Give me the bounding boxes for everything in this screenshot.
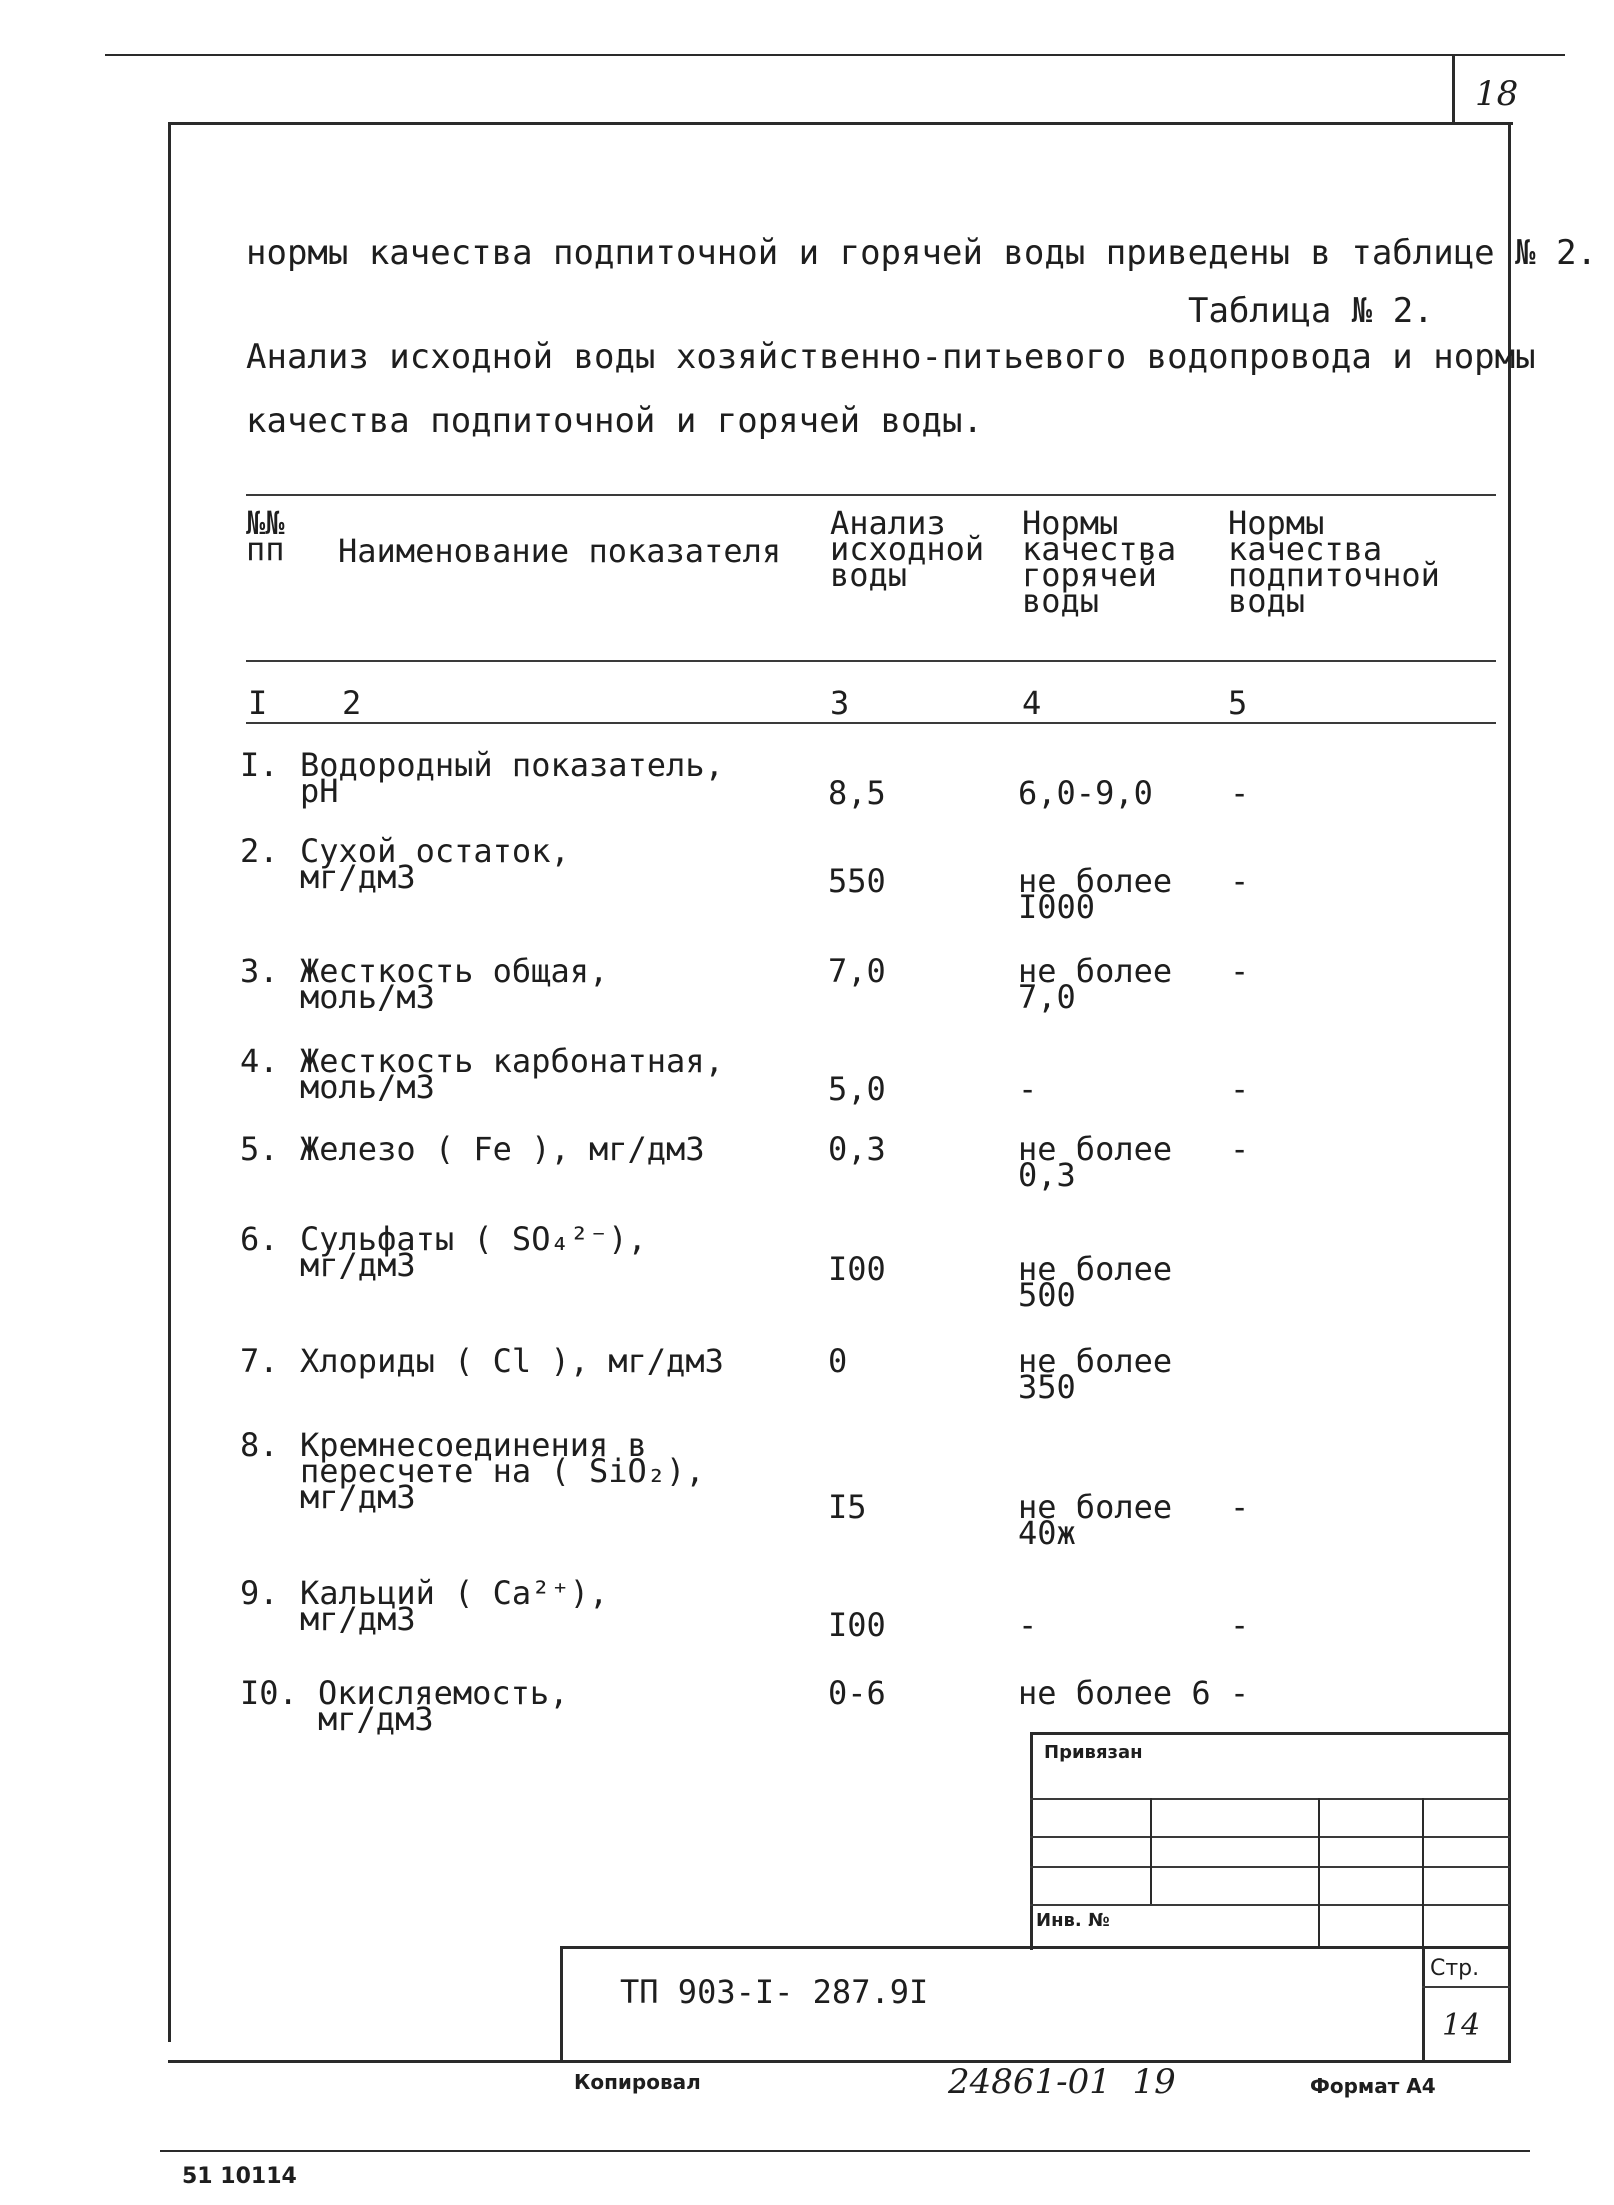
corner-box-left (1452, 54, 1455, 124)
row-hot: не более 40ж (1018, 1488, 1173, 1552)
frame-bottom (168, 2060, 1511, 2063)
stamp-grid-top (1030, 1732, 1510, 1735)
title-block-left (560, 1946, 563, 2062)
title-block-page-rule (1422, 1986, 1510, 1988)
title-block-top (560, 1946, 1510, 1949)
col-number-5: 5 (1228, 684, 1248, 722)
col-number-4: 4 (1022, 684, 1042, 722)
copied-label: Копировал (574, 2070, 701, 2094)
stamp-grid-row (1030, 1904, 1510, 1906)
stamp-grid-col (1422, 1798, 1424, 1948)
row-hot: не более 0,3 (1018, 1130, 1173, 1194)
row-num: I0. (240, 1674, 298, 1712)
stamp-grid-row (1030, 1836, 1510, 1838)
row-analysis: 7,0 (828, 952, 886, 990)
row-num: 9. (240, 1574, 279, 1612)
header-makeup: Нормы качества подпиточной воды (1228, 504, 1440, 620)
frame-right (1508, 122, 1511, 2062)
stamp-grid-col (1318, 1798, 1320, 1948)
page-number: 14 (1442, 2008, 1481, 2043)
table-header-top-rule (246, 494, 1496, 496)
column-number-rule (246, 722, 1496, 724)
stamp-grid-row (1030, 1798, 1510, 1800)
row-hot: не более 500 (1018, 1250, 1173, 1314)
row-makeup: - (1230, 1130, 1250, 1168)
row-num: 4. (240, 1042, 279, 1080)
row-name: Кремнесоединения в пересчете на ( SiO₂), мг/дм3 (300, 1426, 705, 1516)
row-name: Жесткость карбонатная, моль/м3 (300, 1042, 724, 1106)
row-analysis: 0-6 (828, 1674, 886, 1712)
title-block-page-divider (1422, 1946, 1425, 2062)
col-number-1: I (248, 684, 268, 722)
row-num: 5. (240, 1130, 279, 1168)
row-analysis: 0 (828, 1342, 848, 1380)
table-header-bottom-rule (246, 660, 1496, 662)
row-hot: - (1018, 1070, 1038, 1108)
format-label: Формат А4 (1310, 2074, 1436, 2098)
bottom-code: 51 10114 (182, 2164, 297, 2189)
row-name: Хлориды ( Cl ), мг/дм3 (300, 1342, 724, 1380)
frame-top (168, 122, 1513, 125)
row-makeup: - (1230, 1606, 1250, 1644)
header-analysis: Анализ исходной воды (830, 504, 985, 594)
header-name: Наименование показателя (338, 532, 782, 570)
table-caption-line-1: Анализ исходной воды хозяйственно-питьевого водопровода и нормы (246, 337, 1536, 377)
header-num: №№ пп (246, 504, 285, 568)
row-analysis: 0,3 (828, 1130, 886, 1168)
row-name: Сульфаты ( SO₄²⁻), мг/дм3 (300, 1220, 647, 1284)
page-corner-number: 18 (1475, 74, 1519, 114)
col-number-2: 2 (342, 684, 362, 722)
row-analysis: 550 (828, 862, 886, 900)
row-hot: - (1018, 1606, 1038, 1644)
row-makeup: - (1230, 1488, 1250, 1526)
row-analysis: 8,5 (828, 774, 886, 812)
intro-sentence: нормы качества подпиточной и горячей воды приведены в таблице № 2. (246, 233, 1598, 273)
page-label: Стр. (1430, 1956, 1480, 1981)
table-label: Таблица № 2. (1188, 291, 1434, 331)
stamp-grid-row (1030, 1866, 1510, 1868)
row-name: Кальций ( Ca²⁺), мг/дм3 (300, 1574, 609, 1638)
row-num: 2. (240, 832, 279, 870)
row-hot: не более 7,0 (1018, 952, 1173, 1016)
header-hot: Нормы качества горячей воды (1022, 504, 1177, 620)
handwritten-code: 24861-01 19 (948, 2062, 1176, 2102)
col-number-3: 3 (830, 684, 850, 722)
row-hot: не более 350 (1018, 1342, 1173, 1406)
stamp-grid-col (1150, 1798, 1152, 1904)
row-name: Окисляемость, мг/дм3 (318, 1674, 569, 1738)
top-rule (105, 54, 1565, 56)
row-analysis: I00 (828, 1606, 886, 1644)
row-makeup: - (1230, 1070, 1250, 1108)
row-makeup: - (1230, 774, 1250, 812)
stamp-bound-label: Привязан (1044, 1742, 1143, 1763)
row-hot: 6,0-9,0 (1018, 774, 1153, 812)
row-hot: не более I000 (1018, 862, 1173, 926)
row-name: Железо ( Fe ), мг/дм3 (300, 1130, 705, 1168)
row-analysis: I5 (828, 1488, 867, 1526)
row-name: Сухой остаток, мг/дм3 (300, 832, 570, 896)
row-name: Жесткость общая, моль/м3 (300, 952, 609, 1016)
row-analysis: 5,0 (828, 1070, 886, 1108)
document-code: ТП 903-I- 287.9I (620, 1973, 929, 2011)
stamp-inv-label: Инв. № (1036, 1910, 1110, 1931)
table-caption-line-2: качества подпиточной и горячей воды. (246, 401, 983, 441)
stamp-grid-left (1030, 1732, 1033, 1950)
page-bottom-rule (160, 2150, 1530, 2152)
row-makeup: - (1230, 862, 1250, 900)
row-num: 3. (240, 952, 279, 990)
row-num: 6. (240, 1220, 279, 1258)
row-makeup: - (1230, 952, 1250, 990)
row-num: I. (240, 746, 279, 784)
row-num: 8. (240, 1426, 279, 1464)
frame-left (168, 122, 171, 2042)
row-hot: не более 6 - (1018, 1674, 1250, 1712)
row-num: 7. (240, 1342, 279, 1380)
row-name: Водородный показатель, pH (300, 746, 724, 810)
row-analysis: I00 (828, 1250, 886, 1288)
